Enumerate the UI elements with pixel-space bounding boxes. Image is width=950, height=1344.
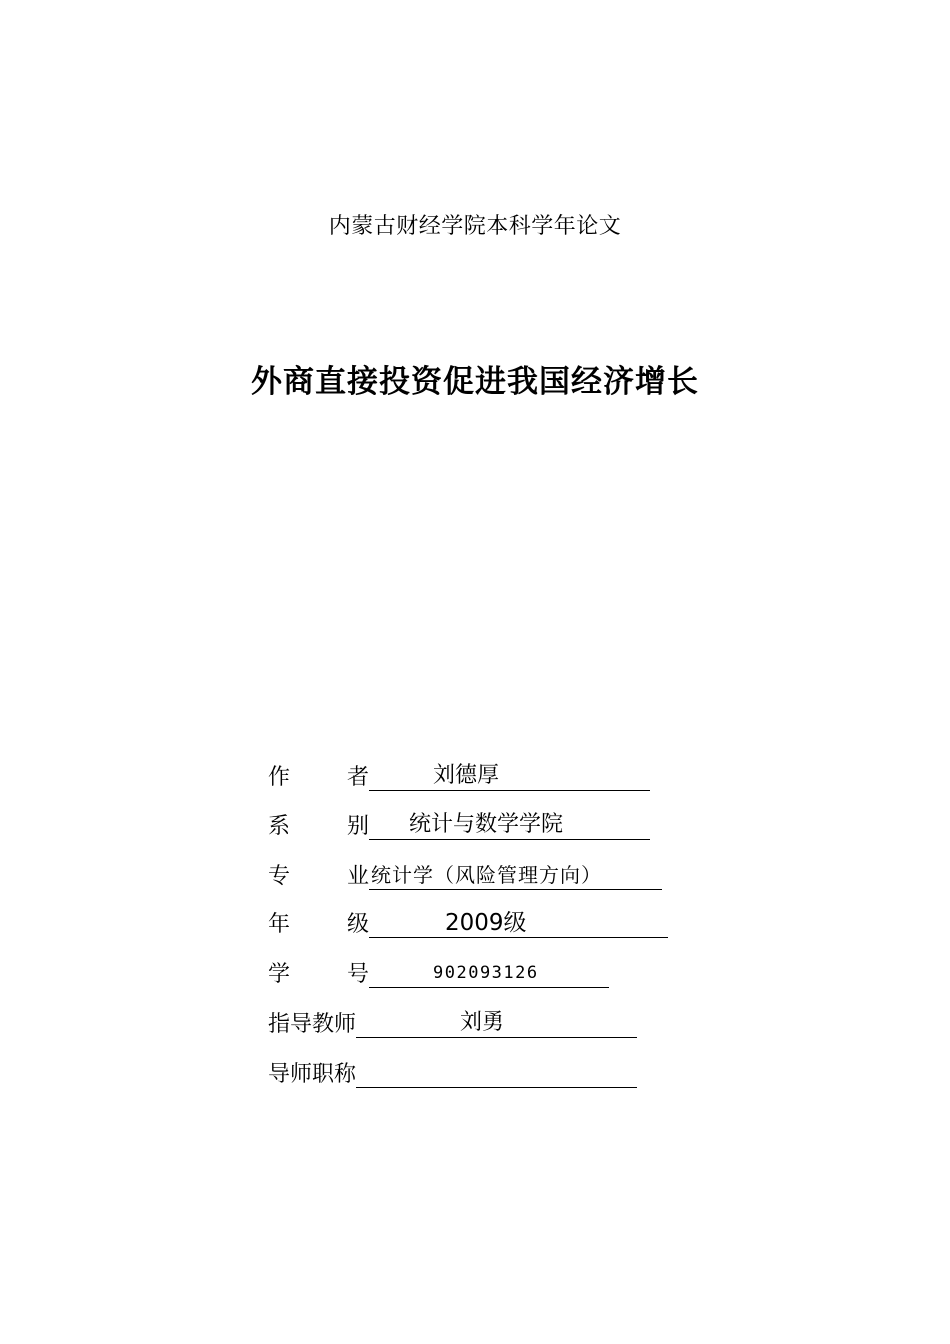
field-student-id-line — [369, 958, 609, 988]
field-advisor-label: 指导教师 — [268, 1012, 357, 1037]
field-author-label: 作 者 — [268, 765, 369, 790]
field-department-label: 系 别 — [268, 814, 369, 839]
thesis-title: 外商直接投资促进我国经济增长 — [251, 364, 699, 400]
field-student-id-value: 902093126 — [433, 963, 539, 983]
field-department-value: 统计与数学学院 — [409, 812, 564, 837]
field-student-id — [268, 954, 609, 988]
university-header: 内蒙古财经学院本科学年论文 — [328, 214, 622, 239]
field-advisor-value: 刘勇 — [460, 1010, 505, 1035]
field-major-line — [369, 860, 662, 890]
field-department-line — [369, 810, 650, 840]
field-grade-line — [369, 908, 668, 938]
field-author — [268, 757, 650, 791]
field-advisor — [268, 1004, 637, 1038]
field-author-line — [369, 761, 650, 791]
field-grade-label: 年 级 — [268, 912, 369, 937]
field-grade-value: 2009级 — [445, 910, 527, 936]
field-department — [268, 806, 650, 840]
field-advisor-title-line — [356, 1058, 637, 1088]
field-major-value: 统计学（风险管理方向） — [371, 863, 602, 887]
field-author-value: 刘德厚 — [433, 763, 500, 788]
field-major — [268, 856, 662, 890]
field-student-id-label: 学 号 — [268, 962, 369, 987]
field-advisor-title — [268, 1054, 637, 1088]
field-major-label: 专 业 — [268, 864, 369, 889]
field-advisor-line — [356, 1008, 637, 1038]
field-advisor-title-label: 导师职称 — [268, 1062, 357, 1087]
field-grade — [268, 904, 668, 938]
